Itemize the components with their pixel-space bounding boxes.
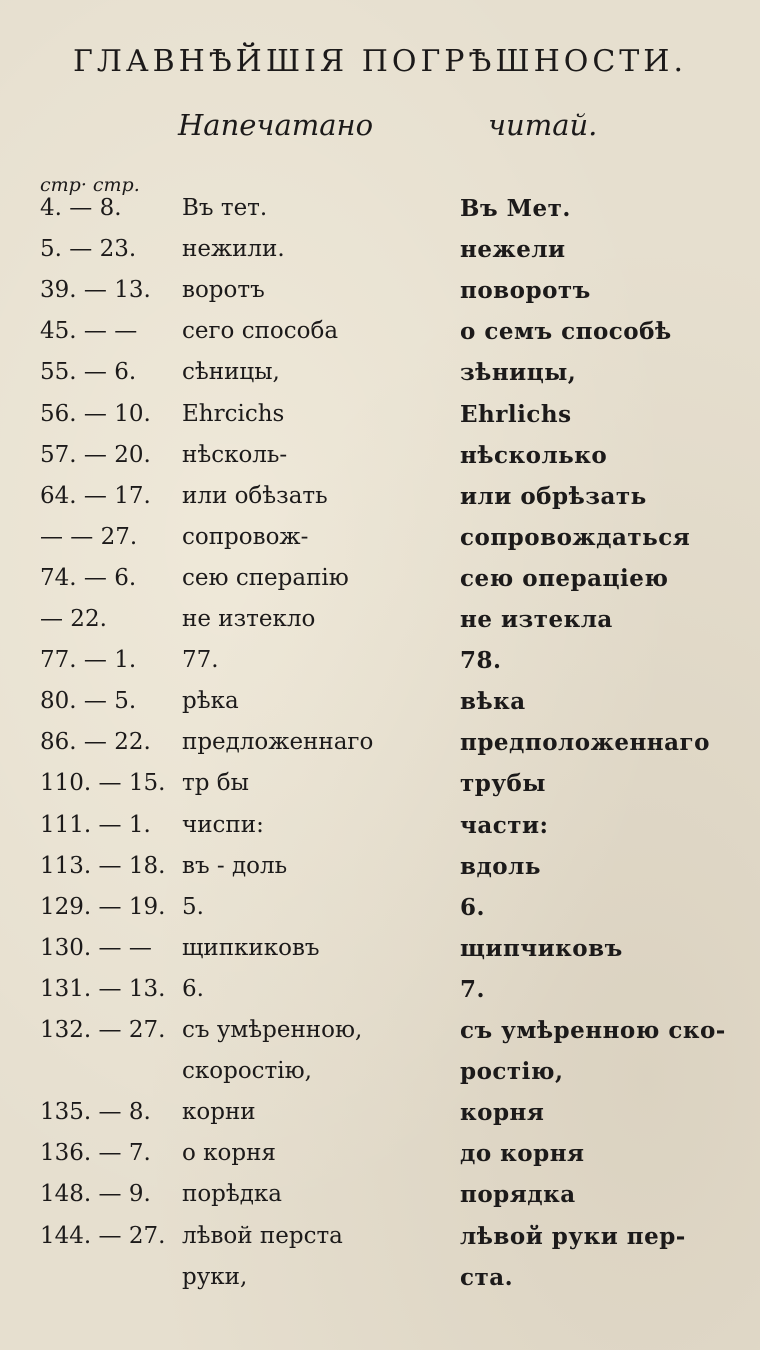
page-ref: 39. — 13. — [40, 277, 151, 304]
page-ref: 113. — 18. — [40, 852, 166, 879]
errata-row — [0, 606, 760, 646]
printed-text: порѣдка — [182, 1181, 283, 1208]
errata-row — [0, 401, 760, 441]
errata-row — [0, 1264, 760, 1304]
printed-text: не изтекло — [182, 606, 316, 632]
errata-row — [0, 729, 760, 769]
printed-text: о корня — [182, 1140, 276, 1167]
errata-row — [0, 524, 760, 564]
errata-row — [0, 1058, 760, 1098]
printed-text: щипкиковъ — [182, 934, 320, 961]
page-title: ГЛАВНѢЙШІЯ ПОГРѢШНОСТИ. — [73, 44, 687, 79]
corrected-text: 6. — [460, 893, 486, 921]
corrected-text: до корня — [460, 1140, 585, 1168]
errata-row — [0, 894, 760, 934]
corrected-text: вѣка — [460, 688, 526, 716]
printed-text: воротъ — [182, 277, 265, 304]
page-ref: 111. — 1. — [40, 811, 151, 838]
printed-text: 77. — [182, 647, 219, 674]
column-header-read: читай. — [488, 108, 598, 142]
errata-row — [0, 853, 760, 893]
printed-text: сѣницы, — [182, 359, 280, 386]
page-ref: 57. — 20. — [40, 441, 151, 468]
corrected-text: лѣвой руки пер- — [460, 1222, 686, 1250]
errata-row — [0, 935, 760, 975]
printed-text: лѣвой перста — [182, 1222, 343, 1249]
errata-row — [0, 770, 760, 810]
printed-text: Въ тет. — [182, 195, 268, 221]
corrected-text: сею операціею — [460, 564, 669, 592]
page-ref: 64. — 17. — [40, 482, 151, 509]
page-ref: 4. — 8. — [40, 195, 122, 221]
printed-text: сею сперапію — [182, 564, 349, 591]
page-ref: 144. — 27. — [40, 1222, 166, 1249]
errata-row — [0, 318, 760, 358]
page-ref: 136. — 7. — [40, 1140, 151, 1167]
corrected-text: сопровождаться — [460, 523, 691, 551]
errata-row — [0, 483, 760, 523]
corrected-text: не изтекла — [460, 606, 613, 633]
corrected-text: нѣсколько — [460, 441, 608, 469]
page-ref: 130. — — — [40, 934, 152, 961]
printed-text: руки, — [182, 1263, 248, 1290]
printed-text: сего способа — [182, 318, 339, 345]
printed-text: нежили. — [182, 236, 285, 263]
printed-text: рѣка — [182, 688, 239, 715]
corrected-text: зѣницы, — [460, 359, 577, 387]
corrected-text: части: — [460, 811, 549, 839]
printed-text: тр бы — [182, 770, 249, 797]
corrected-text: ста. — [460, 1263, 514, 1291]
column-header-printed: Напечатано — [178, 108, 374, 142]
page-ref: 56. — 10. — [40, 400, 151, 427]
printed-text: или обѣзать — [182, 482, 328, 509]
page-ref: — — 27. — [40, 523, 138, 550]
printed-text: Ehrcichs — [182, 400, 285, 427]
errata-row — [0, 1181, 760, 1221]
printed-text: чиспи: — [182, 811, 264, 838]
errata-row — [0, 195, 760, 235]
errata-row — [0, 236, 760, 276]
page-ref: — 22. — [40, 606, 107, 632]
errata-row — [0, 1099, 760, 1139]
page-ref: 80. — 5. — [40, 688, 137, 715]
errata-row — [0, 1140, 760, 1180]
page-ref: 110. — 15. — [40, 770, 166, 797]
page-ref: 148. — 9. — [40, 1181, 151, 1208]
corrected-text: Ehrlichs — [460, 400, 572, 428]
corrected-text: Въ Мет. — [460, 195, 571, 222]
corrected-text: порядка — [460, 1181, 576, 1209]
page-ref: 5. — 23. — [40, 236, 137, 263]
printed-text: предложеннаго — [182, 729, 374, 756]
errata-row — [0, 812, 760, 852]
errata-row — [0, 565, 760, 605]
corrected-text: корня — [460, 1099, 545, 1127]
printed-text: съ умѣренною, — [182, 1017, 363, 1043]
printed-text: 5. — [182, 893, 204, 920]
printed-text: скоростію, — [182, 1058, 312, 1085]
page-ref: 55. — 6. — [40, 359, 137, 386]
page-column-header: стр· стр. — [40, 174, 140, 196]
page-ref: 132. — 27. — [40, 1017, 166, 1043]
corrected-text: съ умѣренною ско- — [460, 1017, 726, 1044]
errata-row — [0, 647, 760, 687]
corrected-text: поворотъ — [460, 277, 591, 305]
corrected-text: 7. — [460, 975, 486, 1003]
page-ref: 45. — — — [40, 318, 138, 345]
errata-row — [0, 976, 760, 1016]
printed-text: корни — [182, 1099, 256, 1126]
errata-row — [0, 442, 760, 482]
printed-text: въ - доль — [182, 852, 288, 879]
page-ref: 74. — 6. — [40, 564, 137, 591]
page-ref: 129. — 19. — [40, 893, 166, 920]
page-ref: 131. — 13. — [40, 975, 166, 1002]
printed-text: сопровож- — [182, 523, 309, 550]
printed-text: 6. — [182, 975, 204, 1002]
printed-text: нѣсколь- — [182, 441, 288, 468]
corrected-text: нежели — [460, 236, 566, 264]
corrected-text: или обрѣзать — [460, 482, 647, 510]
errata-row — [0, 1223, 760, 1263]
page-ref: 135. — 8. — [40, 1099, 151, 1126]
corrected-text: трубы — [460, 770, 546, 798]
errata-row — [0, 688, 760, 728]
corrected-text: предположеннаго — [460, 729, 710, 757]
errata-row — [0, 277, 760, 317]
page-ref: 86. — 22. — [40, 729, 151, 756]
corrected-text: 78. — [460, 647, 502, 675]
corrected-text: о семъ способѣ — [460, 318, 672, 346]
corrected-text: вдоль — [460, 852, 541, 880]
errata-row — [0, 359, 760, 399]
corrected-text: ростію, — [460, 1058, 564, 1086]
page-ref: 77. — 1. — [40, 647, 137, 674]
corrected-text: щипчиковъ — [460, 934, 623, 962]
errata-row — [0, 1017, 760, 1057]
